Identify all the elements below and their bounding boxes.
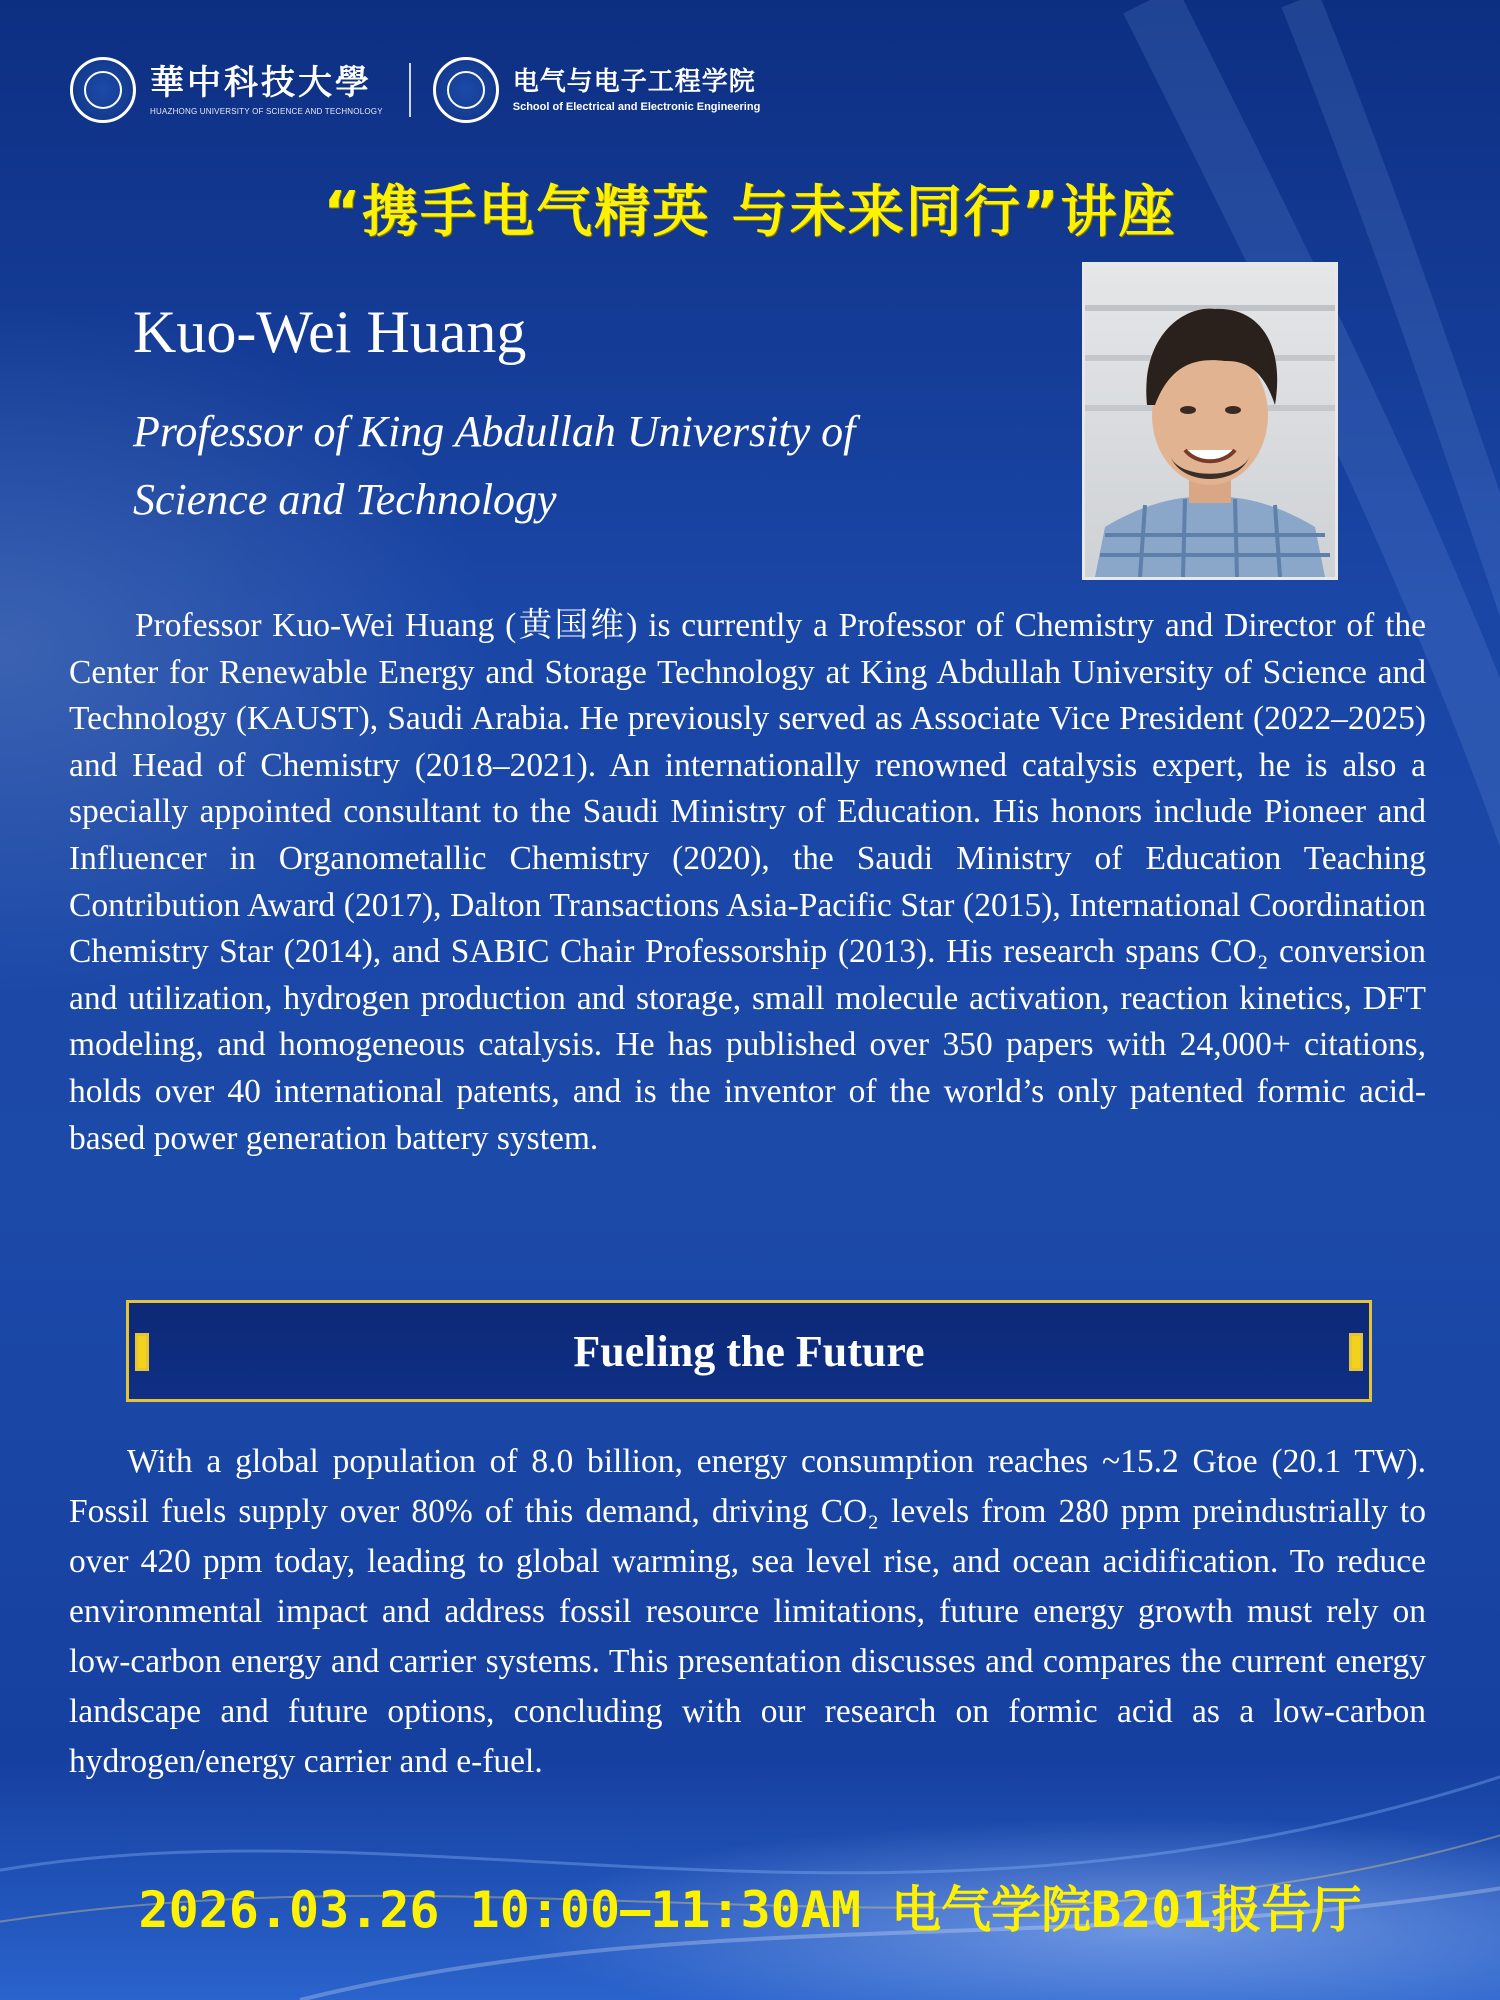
hust-seal-logo — [70, 57, 136, 123]
hust-wordmark — [150, 62, 383, 116]
speaker-affiliation — [133, 398, 993, 534]
speaker-photo — [1082, 262, 1338, 580]
school-name-en: School of Electrical and Electronic Engineering — [512, 101, 761, 113]
hust-name-cn: 華中科技大學 — [150, 62, 372, 103]
talk-title-banner — [126, 1300, 1372, 1402]
speaker-biography: Professor Kuo-Wei Huang (黄国维) is currently a Professor of Chemistry and Director of the Center for Renewable Energy and Storage Technology at King Abdullah University of Science and Technology (KAUST), Saudi Arabia. He previously served as Associate Vice President (2022–2025) and Head of Chemistry (2018–2021). An internationally renowned catalysis expert, he is also a specially appointed consultant to the Saudi Ministry of Education. His honors include Pioneer and Influencer in Organometallic Chemistry (2020), the Saudi Ministry of Education Teaching Contribution Award (2017), Dalton Transactions Asia-Pacific Star (2015), International Coordination Chemistry Star (2014), and SABIC Chair Professorship (2013). His research spans CO₂ conversion and utilization, hydrogen production and storage, small molecule activation, reaction kinetics, DFT modeling, and homogeneous catalysis. He has published over 350 papers with 24,000+ citations, holds over 40 international patents, and is the inventor of the world’s only patented formic acid-based power generation battery system. — [69, 607, 1426, 1157]
speaker-title-line2: Science and Technology — [133, 475, 557, 524]
school-wordmark — [513, 67, 761, 113]
logo-divider — [409, 63, 411, 117]
school-name-cn: 电气与电子工程学院 — [512, 67, 756, 97]
talk-abstract: With a global population of 8.0 billion, energy consumption reaches ~15.2 Gtoe (20.1 TW). Fossil fuels supply over 80% of this demand, driving CO₂ levels from 280 ppm preindustrially to over 420 ppm today, leading to global warming, sea level rise, and ocean acidification. To reduce environmental impact and address fossil resource limitations, future energy growth must rely on low-carbon energy and carrier systems. This presentation discusses and compares the current energy landscape and future options, concluding with our research on formic acid as a low-carbon hydrogen/energy carrier and e-fuel. — [69, 1443, 1426, 1780]
speaker-portrait-illustration — [1085, 265, 1335, 577]
lecture-series-title: “携手电气精英 与未来同行”讲座 — [323, 180, 1177, 245]
speaker-name: Kuo-Wei Huang — [133, 299, 527, 365]
event-date-time-venue: 2026.03.26 10:00—11:30AM 电气学院B201报告厅 — [138, 1881, 1362, 1939]
talk-title: Fueling the Future — [573, 1326, 925, 1376]
speaker-title-line1: Professor of King Abdullah University of — [133, 407, 856, 456]
hust-name-en: HUAZHONG UNIVERSITY OF SCIENCE AND TECHNOLOGY — [150, 106, 383, 116]
school-seal-logo — [433, 57, 499, 123]
header-logos — [70, 55, 760, 125]
